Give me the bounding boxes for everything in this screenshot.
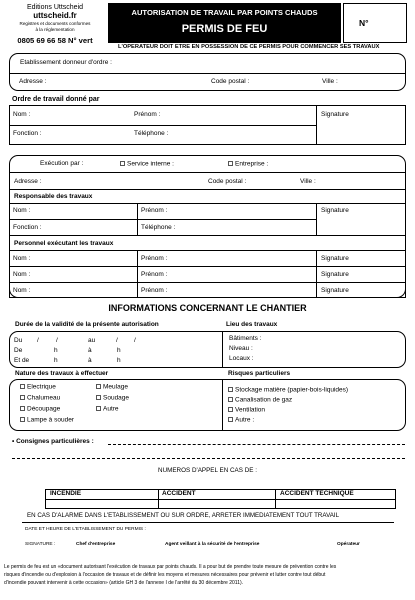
title-line-2: PERMIS DE FEU	[181, 23, 268, 35]
pers-1-nom-label: Nom :	[13, 255, 31, 262]
ordre-title: Ordre de travail donné par	[12, 96, 100, 103]
hour-h: h	[117, 347, 121, 354]
divider	[316, 203, 317, 236]
nature-title: Nature des travaux à effectuer	[15, 370, 109, 377]
pers-2-prenom-label: Prénom :	[141, 271, 168, 278]
hour-a: à	[88, 357, 92, 364]
risque-stockage[interactable]	[228, 387, 348, 394]
nature-label: Chalumeau	[27, 394, 61, 402]
date-sep: /	[134, 337, 136, 344]
divider	[316, 105, 317, 145]
ordre-prenom-label: Prénom :	[134, 111, 161, 118]
resp-fonction-label: Fonction :	[13, 224, 42, 231]
risque-ventilation[interactable]	[228, 407, 265, 414]
risque-label: Stockage matière (papier-bois-liquides)	[235, 386, 349, 394]
divider	[137, 203, 138, 236]
nature-soudage[interactable]	[96, 395, 129, 402]
checkbox-icon[interactable]	[228, 417, 233, 422]
checkbox-icon[interactable]	[20, 384, 25, 389]
date-sep: /	[116, 337, 118, 344]
hour-a: à	[88, 347, 92, 354]
nature-label: Autre	[103, 405, 119, 413]
au-label: au	[88, 337, 96, 344]
divider	[10, 125, 316, 126]
nature-label: Découpage	[27, 405, 61, 413]
ordre-fonction-label: Fonction :	[13, 130, 42, 137]
nature-chalumeau[interactable]	[20, 395, 60, 402]
publisher-name: Editions Uttscheid	[26, 4, 84, 11]
permit-number-label: N°	[359, 18, 369, 28]
chantier-title: INFORMATIONS CONCERNANT LE CHANTIER	[108, 303, 307, 313]
option-service-interne-label: Service interne :	[127, 160, 174, 168]
divider	[137, 250, 138, 298]
appel-accident: ACCIDENT	[162, 490, 196, 497]
hour-h: h	[54, 347, 58, 354]
checkbox-icon[interactable]	[228, 407, 233, 412]
risque-label: Autre :	[235, 416, 255, 424]
signature-label: SIGNATURE :	[25, 542, 56, 547]
execution-adresse-label: Adresse :	[14, 178, 42, 185]
risque-label: Canalisation de gaz	[235, 396, 293, 404]
checkbox-icon[interactable]	[96, 395, 101, 400]
etde-label: Et de	[14, 357, 30, 364]
divider	[22, 522, 394, 523]
pers-3-nom-label: Nom :	[13, 287, 31, 294]
nature-lampe[interactable]	[20, 417, 74, 424]
nature-label: Soudage	[103, 394, 130, 402]
checkbox-icon[interactable]	[228, 397, 233, 402]
divider	[10, 266, 405, 267]
divider	[10, 189, 405, 190]
resp-telephone-label: Téléphone :	[141, 224, 176, 231]
publisher-phone: 0805 69 66 58 N° vert	[17, 36, 93, 45]
risque-gaz[interactable]	[228, 397, 292, 404]
divider	[10, 172, 405, 173]
nature-label: Electrique	[27, 383, 56, 391]
risque-autre[interactable]	[228, 417, 254, 424]
divider	[316, 250, 317, 298]
nature-meulage[interactable]	[96, 384, 128, 391]
de-label: De	[14, 347, 23, 354]
divider	[222, 379, 223, 431]
lieu-title: Lieu des travaux	[226, 321, 278, 328]
resp-signature-label: Signature	[321, 207, 349, 214]
niveau-label: Niveau :	[229, 345, 253, 352]
checkbox-icon[interactable]	[96, 384, 101, 389]
execution-label: Exécution par :	[40, 160, 84, 167]
signature-chef: Chef d'entreprise	[76, 542, 116, 547]
pers-2-signature-label: Signature	[321, 271, 349, 278]
pers-2-nom-label: Nom :	[13, 271, 31, 278]
hour-h: h	[117, 357, 121, 364]
ordre-nom-label: Nom :	[13, 111, 31, 118]
duree-lieu-box	[9, 331, 406, 368]
consignes-dash-line[interactable]	[108, 444, 405, 445]
duree-title: Durée de la validité de la présente autorisation	[15, 321, 159, 328]
divider	[275, 489, 276, 509]
footer-line-3: d'incendie pouvant intervenir à cette occasion» (article GH 3 de l'annexe I de l'arrêté du 30 décembre 2011).	[4, 580, 244, 586]
checkbox-icon[interactable]	[20, 406, 25, 411]
batiments-label: Bâtiments :	[229, 335, 262, 342]
divider	[158, 489, 159, 509]
pers-3-signature-label: Signature	[321, 287, 349, 294]
date-etab-label: DATE ET HEURE DE L'ETABLISSEMENT DU PERMIS :	[25, 527, 146, 532]
execution-ville-label: Ville :	[300, 178, 316, 185]
date-sep: /	[37, 337, 39, 344]
divider	[10, 219, 316, 220]
ordre-signature-label: Signature	[321, 111, 349, 118]
personnel-title: Personnel exécutant les travaux	[14, 240, 114, 247]
ordre-telephone-label: Téléphone :	[134, 130, 169, 137]
option-entreprise-label: Entreprise :	[235, 160, 269, 168]
hour-h: h	[54, 357, 58, 364]
consignes-text: Consignes particulières :	[16, 438, 94, 445]
signature-operateur: Opérateur	[337, 542, 360, 547]
operator-warning: L'OPERATEUR DOIT ETRE EN POSSESSION DE CE PERMIS POUR COMMENCER SES TRAVAUX	[118, 44, 380, 50]
footer-line-2: risques d'incendie ou d'explosion à l'occasion de travaux et de définir les moyens et mesures nécessaires pour prévenir et lutter contre tout début	[4, 572, 326, 578]
locaux-label: Locaux :	[229, 355, 254, 362]
consignes-label: • Consignes particulières :	[12, 438, 94, 445]
pers-1-signature-label: Signature	[321, 255, 349, 262]
donneur-cp-label: Code postal :	[211, 78, 250, 85]
resp-prenom-label: Prénom :	[141, 207, 168, 214]
appel-incendie: INCENDIE	[50, 490, 82, 497]
consignes-dash-line[interactable]	[12, 458, 405, 459]
donneur-adresse-label: Adresse :	[19, 78, 47, 85]
resp-nom-label: Nom :	[13, 207, 31, 214]
footer-line-1: Le permis de feu est un «document autorisant l'exécution de travaux par points chauds. Il a pour but de prendre toute mesure de prévention contre les	[4, 564, 337, 570]
du-label: Du	[14, 337, 23, 344]
alarm-text: EN CAS D'ALARME DANS L'ETABLISSEMENT OU SUR ORDRE, ARRETER IMMEDIATEMENT TOUT TRAVAIL	[27, 512, 340, 519]
risque-label: Ventilation	[235, 406, 265, 414]
option-service-interne[interactable]	[120, 161, 174, 168]
nature-label: Meulage	[103, 383, 128, 391]
risques-title: Risques particuliers	[228, 370, 291, 377]
nature-label: Lampe à souder	[27, 416, 74, 424]
checkbox-icon[interactable]	[20, 417, 25, 422]
pers-3-prenom-label: Prénom :	[141, 287, 168, 294]
divider	[10, 73, 405, 74]
checkbox-icon[interactable]	[96, 406, 101, 411]
checkbox-icon[interactable]	[20, 395, 25, 400]
appel-accident-technique: ACCIDENT TECHNIQUE	[280, 490, 354, 497]
nature-decoupage[interactable]	[20, 406, 60, 413]
execution-cp-label: Code postal :	[208, 178, 247, 185]
nature-autre[interactable]	[96, 406, 119, 413]
checkbox-icon[interactable]	[120, 161, 125, 166]
date-sep: /	[56, 337, 58, 344]
publisher-tagline-2: à la réglementation	[35, 27, 75, 32]
title-banner	[108, 3, 341, 43]
checkbox-icon[interactable]	[228, 387, 233, 392]
option-entreprise[interactable]	[228, 161, 268, 168]
publisher-tagline-1: Registres et documents conformes	[19, 21, 91, 26]
signature-agent: Agent veillant à la sécurité de l'entreprise	[165, 542, 260, 547]
pers-1-prenom-label: Prénom :	[141, 255, 168, 262]
divider	[45, 499, 396, 500]
divider	[10, 282, 405, 283]
responsable-title: Responsable des travaux	[14, 193, 93, 200]
checkbox-icon[interactable]	[228, 161, 233, 166]
publisher-site[interactable]: uttscheid.fr	[33, 11, 77, 20]
appel-title: NUMEROS D'APPEL EN CAS DE :	[158, 467, 257, 474]
title-line-1: AUTORISATION DE TRAVAIL PAR POINTS CHAUDS	[131, 8, 318, 17]
permit-number-box[interactable]	[343, 3, 407, 43]
divider	[222, 331, 223, 368]
donneur-ville-label: Ville :	[322, 78, 338, 85]
etab-donneur-label: Etablissement donneur d'ordre :	[20, 59, 112, 66]
nature-electrique[interactable]	[20, 384, 56, 391]
